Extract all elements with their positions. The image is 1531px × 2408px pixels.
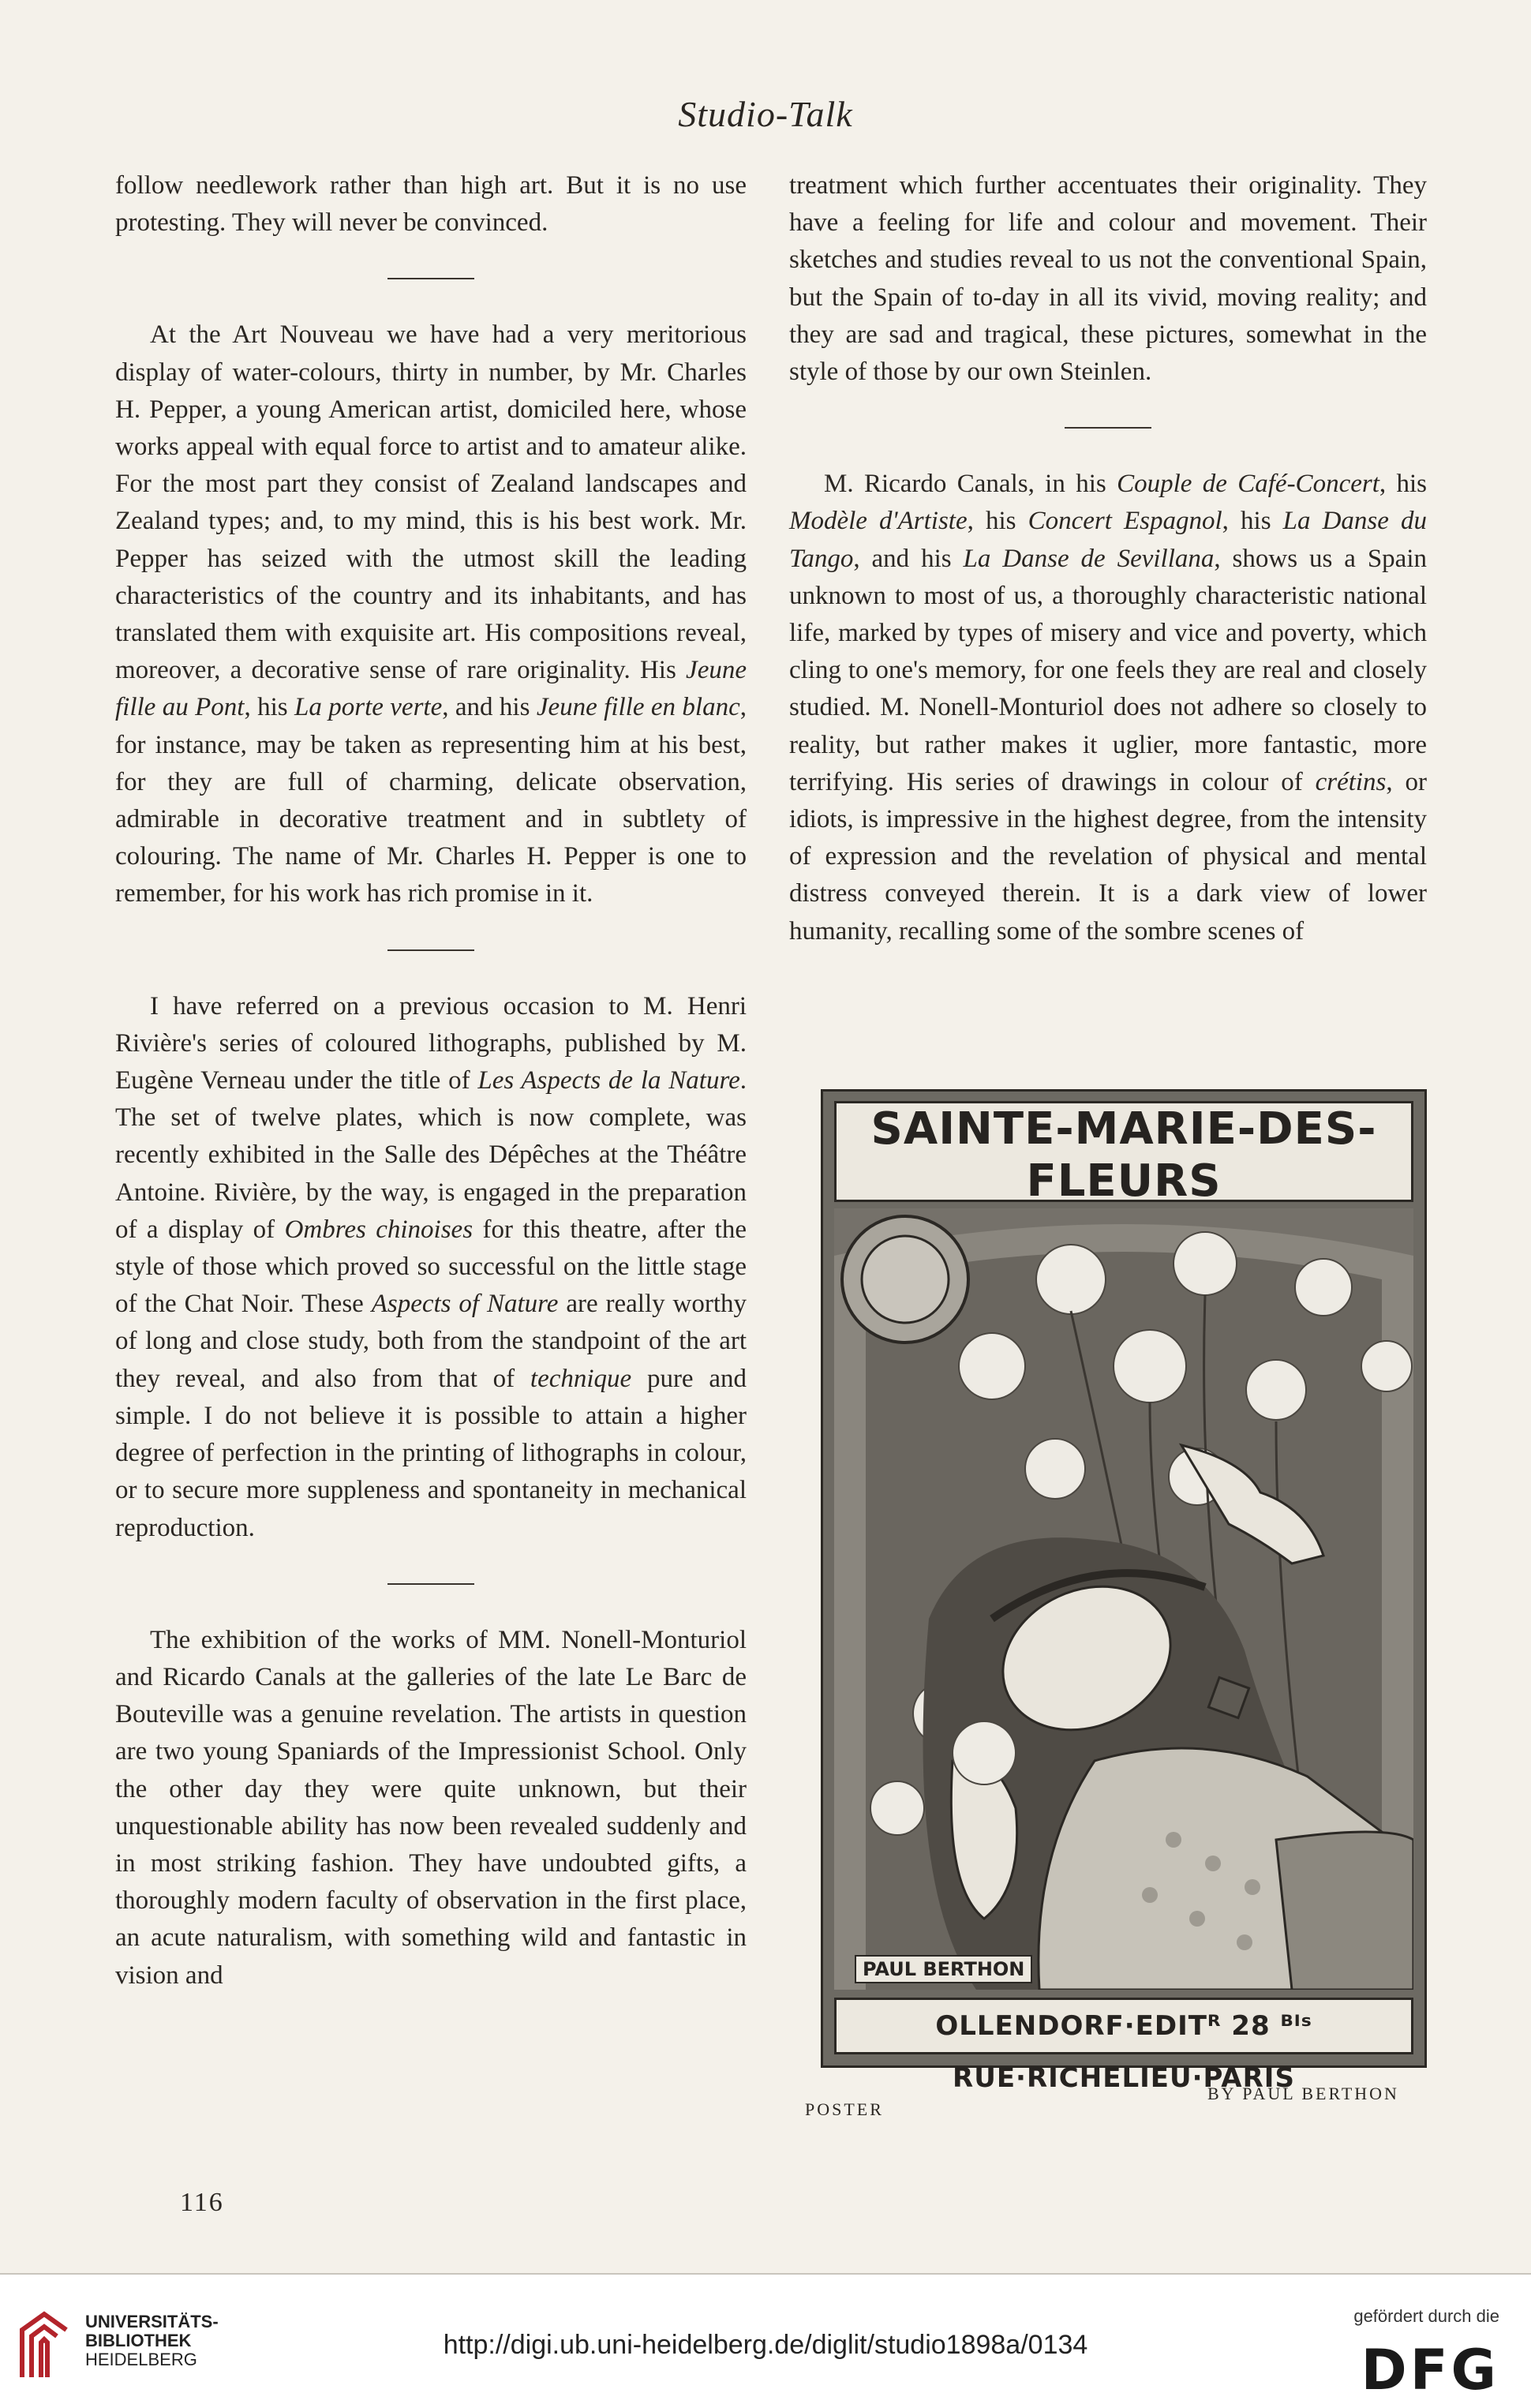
italic-title: Couple de Café-Concert bbox=[1117, 470, 1379, 499]
poster-title: SAINTE-MARIE-DES-FLEURS bbox=[870, 1103, 1377, 1207]
library-name-line: UNIVERSITÄTS- bbox=[85, 2312, 219, 2331]
italic-title: technique bbox=[530, 1364, 632, 1393]
section-divider bbox=[387, 278, 474, 279]
page-number: 116 bbox=[180, 2188, 224, 2217]
section-divider bbox=[387, 949, 474, 951]
permalink-url[interactable]: http://digi.ub.uni-heidelberg.de/diglit/studio1898a/0134 bbox=[443, 2330, 1088, 2360]
italic-title: Jeune fille au Pont bbox=[115, 656, 747, 722]
italic-title: Aspects of Nature bbox=[371, 1290, 559, 1319]
section-divider bbox=[387, 1583, 474, 1585]
paragraph: M. Ricardo Canals, in his Couple de Café-Concert, his Modèle d'Artiste, his Concert Espagnol, his La Danse du Tango, and his La Danse de Sevillana, shows us a Spain unknown to most of us, a thoroughly characteristic national life, marked by types of misery and vice and poverty, which cling to one's memory, for one feels they are real and closely studied. M. Nonell-Monturiol does not adhere so closely to reality, but rather makes it uglier, more fantastic, more terrifying. His series of drawings in colour of crétins, or idiots, is impressive in the highest degree, from the intensity of expression and the revelation of physical and mental distress conveyed therein. It is a dark view of lower humanity, recalling some of the sombre scenes of bbox=[789, 470, 1428, 946]
paragraph: treatment which further accentuates their originality. They have a feeling for life and colour and movement. Their sketches and studies reveal to us not the conventional Spain, but the Spain of to-day in all its vivid, moving reality; and they are sad and tragical, these pictures, somewhat in the style of those by our own Steinlen. bbox=[789, 171, 1427, 387]
digitization-footer bbox=[0, 2273, 1531, 2408]
paragraph: follow needlework rather than high art. But it is no use protesting. They will never be convinced. bbox=[115, 171, 747, 238]
italic-title: Concert Espagnol bbox=[1028, 507, 1222, 536]
italic-title: Modèle d'Artiste bbox=[789, 507, 968, 536]
poster-artwork bbox=[834, 1208, 1413, 1990]
italic-title: crétins bbox=[1315, 767, 1387, 796]
paragraph: The exhibition of the works of MM. Nonell-Monturiol and Ricardo Canals at the galleries of the late Le Barc de Bouteville was a genuine revelation. The artists in question are two young Spaniards of the Impressionist School. Only the other day they were quite unknown, but their unquestionable ability has now been revealed suddenly and in most striking fashion. They have undoubted gifts, a thoroughly modern faculty of observation in the first place, an acute naturalism, with something wild and fantastic in vision and bbox=[115, 1625, 747, 1990]
figure-caption-label: POSTER bbox=[805, 2099, 884, 2119]
poster-title-box bbox=[834, 1101, 1413, 1207]
running-head: Studio-Talk bbox=[678, 94, 853, 134]
dfg-logo: DFG bbox=[1361, 2338, 1499, 2402]
poster-publisher-line: OLLENDORF·EDITᴿ 28 ᴮᴵˢ RUE·RICHELIEU·PARIS bbox=[834, 1998, 1413, 2054]
section-divider bbox=[1065, 427, 1151, 429]
italic-title: La Danse du Tango bbox=[789, 507, 1428, 573]
library-name-line: BIBLIOTHEK bbox=[85, 2331, 192, 2350]
italic-title: La Danse de Sevillana bbox=[963, 544, 1215, 573]
italic-title: Jeune fille en blanc bbox=[536, 693, 740, 722]
right-column bbox=[789, 167, 1427, 950]
left-column bbox=[115, 167, 747, 1994]
italic-title: La porte verte bbox=[294, 693, 443, 722]
italic-title: Ombres chinoises bbox=[284, 1215, 474, 1244]
library-name-line: HEIDELBERG bbox=[85, 2350, 197, 2369]
italic-title: Les Aspects de la Nature bbox=[477, 1066, 740, 1095]
paragraph: At the Art Nouveau we have had a very meritorious display of water-colours, thirty in number, by Mr. Charles H. Pepper, a young American artist, domiciled here, whose works appeal with equal force to artist and to amateur alike. For the most part they consist of Zealand landscapes and Zealand types; and, to my mind, this is his best work. Mr. Pepper has seized with the utmost skill the leading characteristics of the country and its inhabitants, and has translated them with exquisite art. His compositions reveal, moreover, a decorative sense of rare originality. His Jeune fille au Pont, his La porte verte, and his Jeune fille en blanc, for instance, may be taken as representing him at his best, for they are full of charming, delicate observation, admirable in decorative treatment and in subtlety of colouring. The name of Mr. Charles H. Pepper is one to remember, for his work has rich promise in it. bbox=[115, 320, 747, 908]
paragraph: I have referred on a previous occasion to M. Henri Rivière's series of coloured lithographs, published by M. Eugène Verneau under the title of Les Aspects de la Nature. The set of twelve plates, which is now complete, was recently exhibited in the Salle des Dépêches at the Théâtre Antoine. Rivière, by the way, is engaged in the preparation of a display of Ombres chinoises for this theatre, after the style of those which proved so successful on the little stage of the Chat Noir. These Aspects of Nature are really worthy of long and close study, both from the standpoint of the art they reveal, and also from that of technique pure and simple. I do not believe it is possible to attain a higher degree of perfection in the printing of lithographs in colour, or to secure more suppleness and spontaneity in mechanical reproduction. bbox=[115, 991, 747, 1542]
figure-caption-credit: BY PAUL BERTHON bbox=[1207, 2084, 1399, 2103]
poster-signature: PAUL BERTHON bbox=[855, 1955, 1032, 1983]
funding-caption: gefördert durch die bbox=[1353, 2306, 1499, 2326]
